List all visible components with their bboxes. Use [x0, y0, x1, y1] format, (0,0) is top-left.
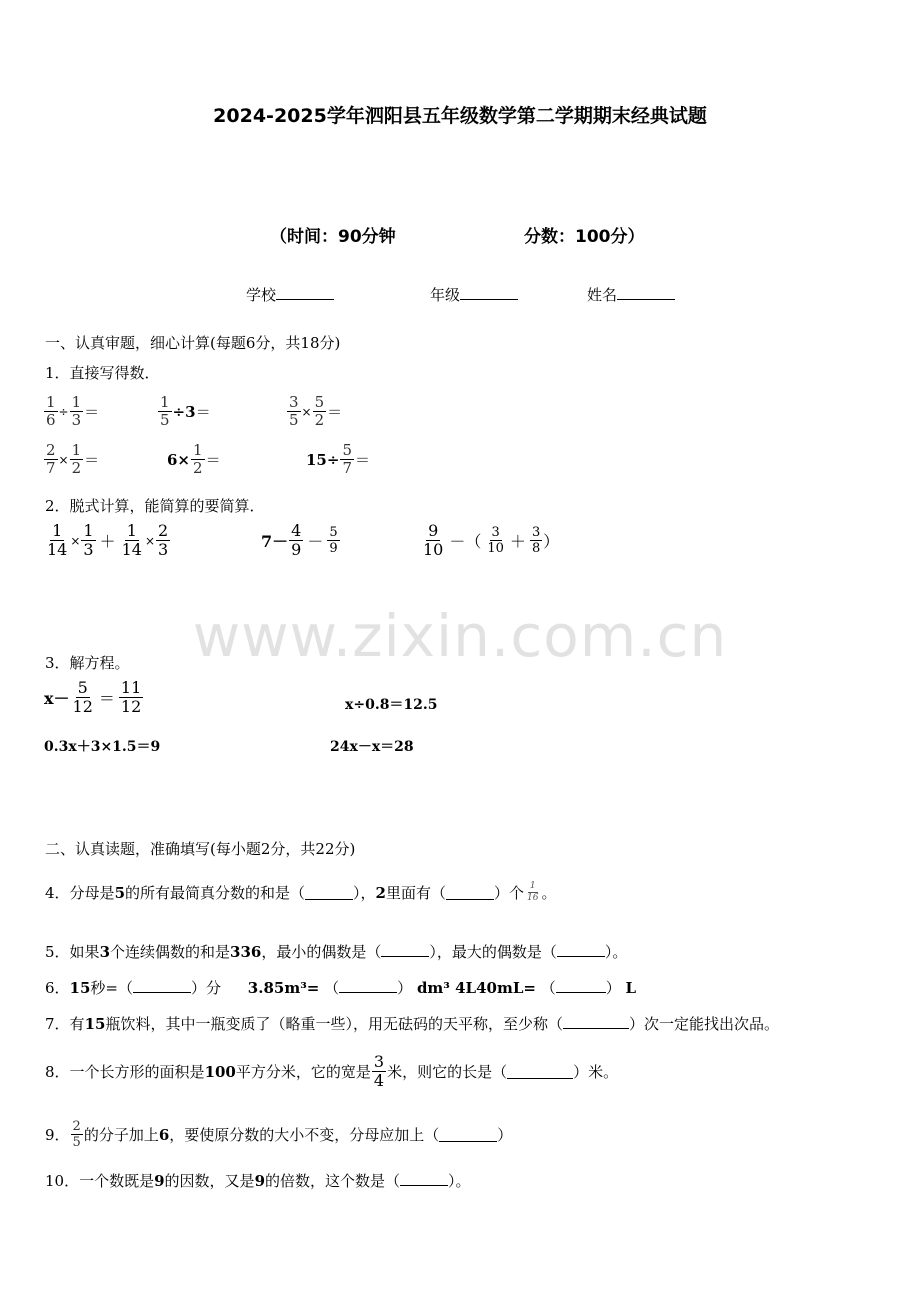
q2-expr-3: $\frac{9}{10}$ －（ $\frac{3}{10}$ ＋ $\frac{3}{8}$ ）: [423, 521, 560, 559]
q3-label: 3．解方程。: [45, 654, 130, 672]
question-7: 7．有15瓶饮料，其中一瓶变质了（略重一些），用无砝码的天平称，至少称（ ）次一定能找出次品。: [45, 1015, 779, 1033]
q5-blank-1[interactable]: [381, 943, 429, 957]
grade-field: [430, 284, 518, 305]
q2-expr-1: $\frac{1}{14}$ × $\frac{1}{3}$ ＋ $\frac{1}{14}$ × $\frac{2}{3}$: [47, 521, 169, 559]
q8-blank[interactable]: [507, 1065, 573, 1079]
q9-blank[interactable]: [439, 1128, 497, 1142]
q3-eq-4: 24x－x＝28: [330, 739, 414, 755]
watermark: www.zixin.com.cn: [192, 602, 728, 670]
q7-blank[interactable]: [563, 1015, 629, 1029]
grade-blank[interactable]: [460, 286, 518, 300]
grade-label: 年级: [430, 286, 461, 304]
q2-expr-2: 7－ $\frac{4}{9}$ － $\frac{5}{9}$: [261, 521, 338, 559]
section1-heading: 一、认真审题，细心计算(每题6分，共18分): [45, 334, 341, 352]
q5-blank-2[interactable]: [557, 943, 605, 957]
q6-blank-2[interactable]: [339, 979, 397, 993]
question-8: 8． 一个长方形的面积是 100 平方分米，它的宽是 $\frac{3}{4}$ 米，则它的长是（ ）米。: [45, 1052, 619, 1090]
q1-item-4: $\frac{2}{7}$ × $\frac{1}{2}$ ＝: [46, 441, 100, 477]
q1-item-1: $\frac{1}{6}$ ÷ $\frac{1}{3}$ ＝: [46, 393, 100, 429]
q4-blank-2[interactable]: [446, 886, 494, 900]
exam-time: （时间：90分钟: [270, 227, 396, 247]
question-9: 9． $\frac{2}{5}$ 的分子加上 6 ，要使原分数的大小不变，分母应加上（ ）: [45, 1119, 513, 1150]
q10-blank[interactable]: [400, 1172, 448, 1186]
exam-score: 分数：100分）: [524, 227, 645, 247]
question-6: 6．15秒=（ ）分 3.85m³= （ ） dm³ 4L40mL= （ ） L: [45, 979, 637, 997]
question-5: 5．如果3个连续偶数的和是336，最小的偶数是（ ），最大的偶数是（ ）。: [45, 943, 628, 961]
q1-item-6: 15÷ $\frac{5}{7}$ ＝: [306, 441, 371, 477]
q6-blank-1[interactable]: [133, 979, 191, 993]
q3-eq-2: x÷0.8＝12.5: [345, 697, 438, 713]
q1-item-5: 6× $\frac{1}{2}$ ＝: [167, 441, 221, 477]
q2-label: 2．脱式计算，能简算的要简算．: [45, 497, 265, 515]
name-label: 姓名: [587, 286, 618, 304]
section2-heading: 二、认真读题，准确填写(每小题2分，共22分): [45, 840, 356, 858]
school-label: 学校: [246, 286, 277, 304]
school-field: [246, 284, 334, 305]
q1-label: 1．直接写得数．: [45, 364, 160, 382]
q1-item-2: $\frac{1}{5}$ ÷3 ＝: [160, 393, 211, 429]
q3-eq-3: 0.3x＋3×1.5＝9: [44, 739, 161, 755]
name-blank[interactable]: [617, 286, 675, 300]
question-10: 10．一个数既是9的因数，又是9的倍数，这个数是（ ）。: [45, 1172, 471, 1190]
q6-blank-3[interactable]: [556, 979, 606, 993]
q3-eq-1: x－ $\frac{5}{12}$ ＝ $\frac{11}{12}$: [44, 678, 142, 716]
name-field: [587, 284, 675, 305]
school-blank[interactable]: [276, 286, 334, 300]
q1-item-3: $\frac{3}{5}$ × $\frac{5}{2}$ ＝: [289, 393, 343, 429]
question-4: 4． 分母是 5 的所有最简真分数的和是（ ）， 2 里面有（ ）个 $\frac{1}{16}$ 。: [45, 881, 557, 903]
q4-blank-1[interactable]: [305, 886, 353, 900]
page-title: 2024-2025学年泗阳县五年级数学第二学期期末经典试题: [213, 105, 707, 127]
